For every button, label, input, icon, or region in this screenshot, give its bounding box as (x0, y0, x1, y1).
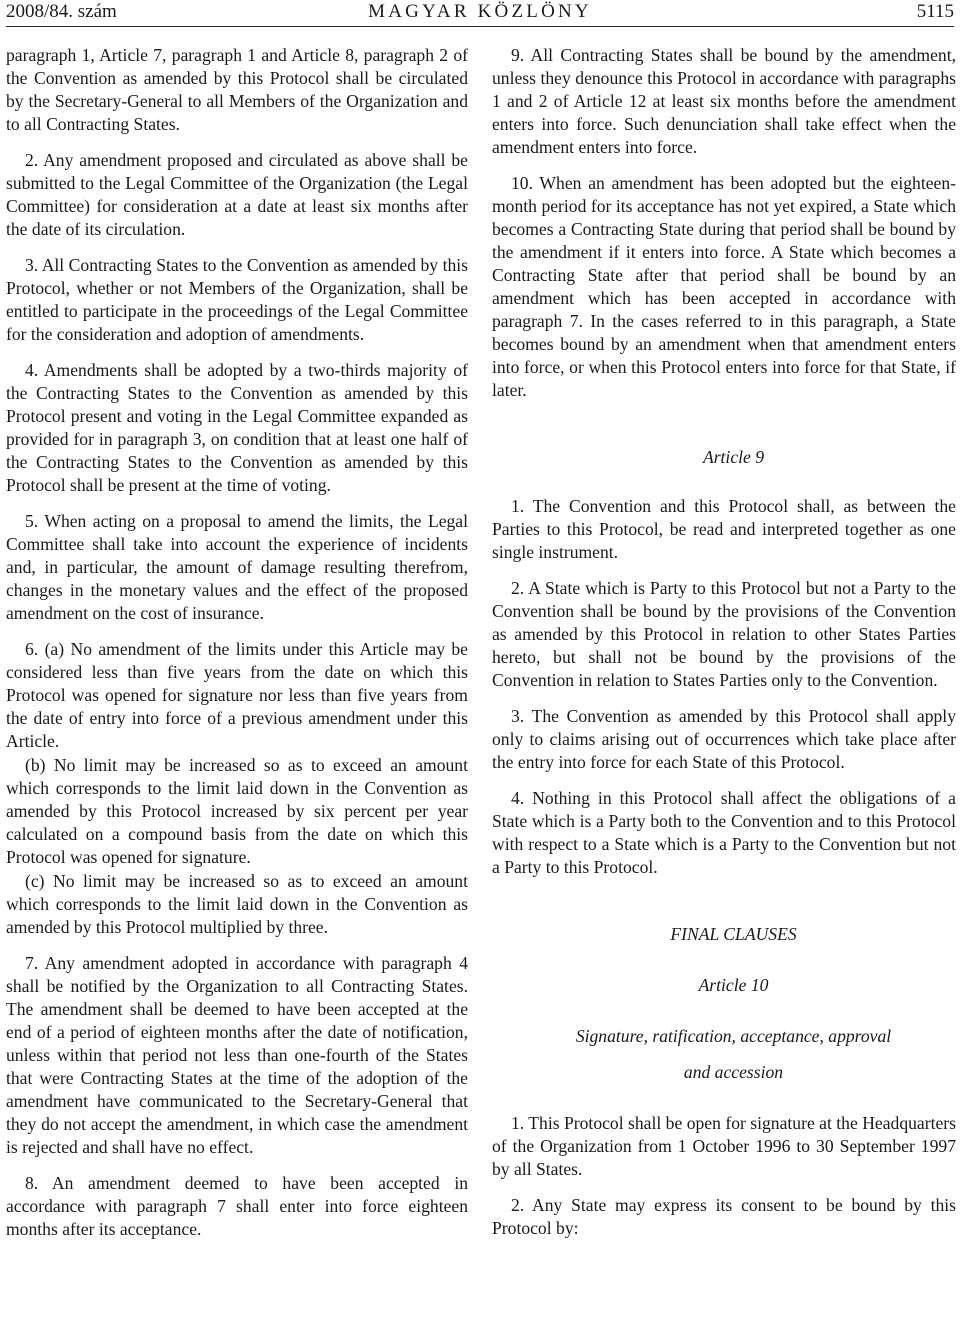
page-number: 5115 (916, 1, 954, 22)
paragraph-10: 10. When an amendment has been adopted but the eighteen-month period for its acceptance has not yet expired, a State which becomes a Contracting State during that period shall be bound by the amendment if it enters into force. A State which becomes a Contracting State after that period shall be bound by an amendment which has been accepted in accordance with paragraph 7. In the cases referred to in this paragraph, a State becomes bound by an amendment when that amendment enters into force, or when this Protocol enters into force for that State, if later. (492, 173, 956, 400)
paragraph-2: 2. Any amendment proposed and circulated as above shall be submitted to the Legal Committee of the Organization (the Legal Committee) for consideration at a date at least six months after the date of its circulation. (6, 150, 468, 239)
paragraph-3: 3. All Contracting States to the Convention as amended by this Protocol, whether or not Members of the Organization, shall be entitled to participate in the proceedings of the Legal Committee for the consideration and adoption of amendments. (6, 255, 468, 344)
article-9-paragraph-1: 1. The Convention and this Protocol shall, as between the Parties to this Protocol, be read and interpreted together as one single instrument. (492, 496, 956, 562)
issue-number: 2008/84. szám (6, 1, 117, 22)
paragraph-6c: (c) No limit may be increased so as to exceed an amount which corresponds to the limit laid down in the Convention as amended by this Protocol multiplied by three. (6, 871, 468, 937)
paragraph-9: 9. All Contracting States shall be bound by the amendment, unless they denounce this Protocol in accordance with paragraphs 1 and 2 of Article 12 at least six months before the amendment enters into force. Such denunciation shall take effect when the amendment enters into force. (492, 45, 956, 157)
article-10-paragraph-1: 1. This Protocol shall be open for signature at the Headquarters of the Organization from 1 October 1996 to 30 September 1997 by all States. (492, 1113, 956, 1179)
left-column (6, 44, 468, 1254)
article-10-heading: Article 10 (698, 975, 769, 995)
paragraph-6b: (b) No limit may be increased so as to exceed an amount which corresponds to the limit laid down in the Convention as amended by this Protocol increased by six percent per year calculated on a compound basis from the date on which this Protocol was opened for signature. (6, 755, 468, 867)
article-9-heading: Article 9 (702, 447, 765, 467)
publication-title: MAGYAR KÖZLÖNY (368, 1, 592, 22)
paragraph-6a: 6. (a) No amendment of the limits under this Article may be considered less than five years from the date on which this Protocol was opened for signature nor less than five years from the date of entry into force of a previous amendment under this Article. (6, 639, 468, 751)
article-9-paragraph-2: 2. A State which is Party to this Protocol but not a Party to the Convention shall be bound by the provisions of the Convention as amended by this Protocol in relation to other States Parties hereto, but shall not be bound by the provisions of the Convention in relation to States Parties only to the Convention. (492, 578, 956, 690)
paragraph-5: 5. When acting on a proposal to amend the limits, the Legal Committee shall take into account the experience of incidents and, in particular, the amount of damage resulting therefrom, changes in the monetary values and the effect of the proposed amendment on the cost of insurance. (6, 511, 468, 623)
article-10-subheading-line-1: Signature, ratification, acceptance, approval (575, 1026, 892, 1046)
article-10-paragraph-2: 2. Any State may express its consent to be bound by this Protocol by: (492, 1195, 956, 1238)
paragraph-8: 8. An amendment deemed to have been accepted in accordance with paragraph 7 shall enter into force eighteen months after its acceptance. (6, 1173, 468, 1239)
article-9-paragraph-3: 3. The Convention as amended by this Protocol shall apply only to claims arising out of occurrences which take place after the entry into force for each State of this Protocol. (492, 706, 956, 772)
article-10-subheading-line-2: and accession (683, 1062, 784, 1082)
paragraph-7: 7. Any amendment adopted in accordance with paragraph 4 shall be notified by the Organization to all Contracting States. The amendment shall be deemed to have been accepted at the end of a period of eighteen months after the date of notification, unless within that period not less than one-fourth of the States that were Contracting States at the time of the adoption of the amendment have communicated to the Secretary-General that they do not accept the amendment, in which case the amendment is rejected and shall have no effect. (6, 953, 468, 1157)
right-column (492, 44, 956, 1253)
page-header (6, 0, 954, 27)
paragraph-continued: paragraph 1, Article 7, paragraph 1 and Article 8, paragraph 2 of the Convention as amended by this Protocol shall be circulated by the Secretary-General to all Members of the Organization and to all Contracting States. (6, 45, 468, 134)
final-clauses-heading: FINAL CLAUSES (670, 924, 797, 944)
paragraph-4: 4. Amendments shall be adopted by a two-thirds majority of the Contracting States to the Convention as amended by this Protocol present and voting in the Legal Committee expanded as provided for in paragraph 3, on condition that at least one half of the Contracting States to the Convention as amended by this Protocol shall be present at the time of voting. (6, 360, 468, 495)
article-9-paragraph-4: 4. Nothing in this Protocol shall affect the obligations of a State which is a Party both to the Convention and to this Protocol with respect to a State which is a Party to the Convention but not a Party to this Protocol. (492, 788, 956, 877)
